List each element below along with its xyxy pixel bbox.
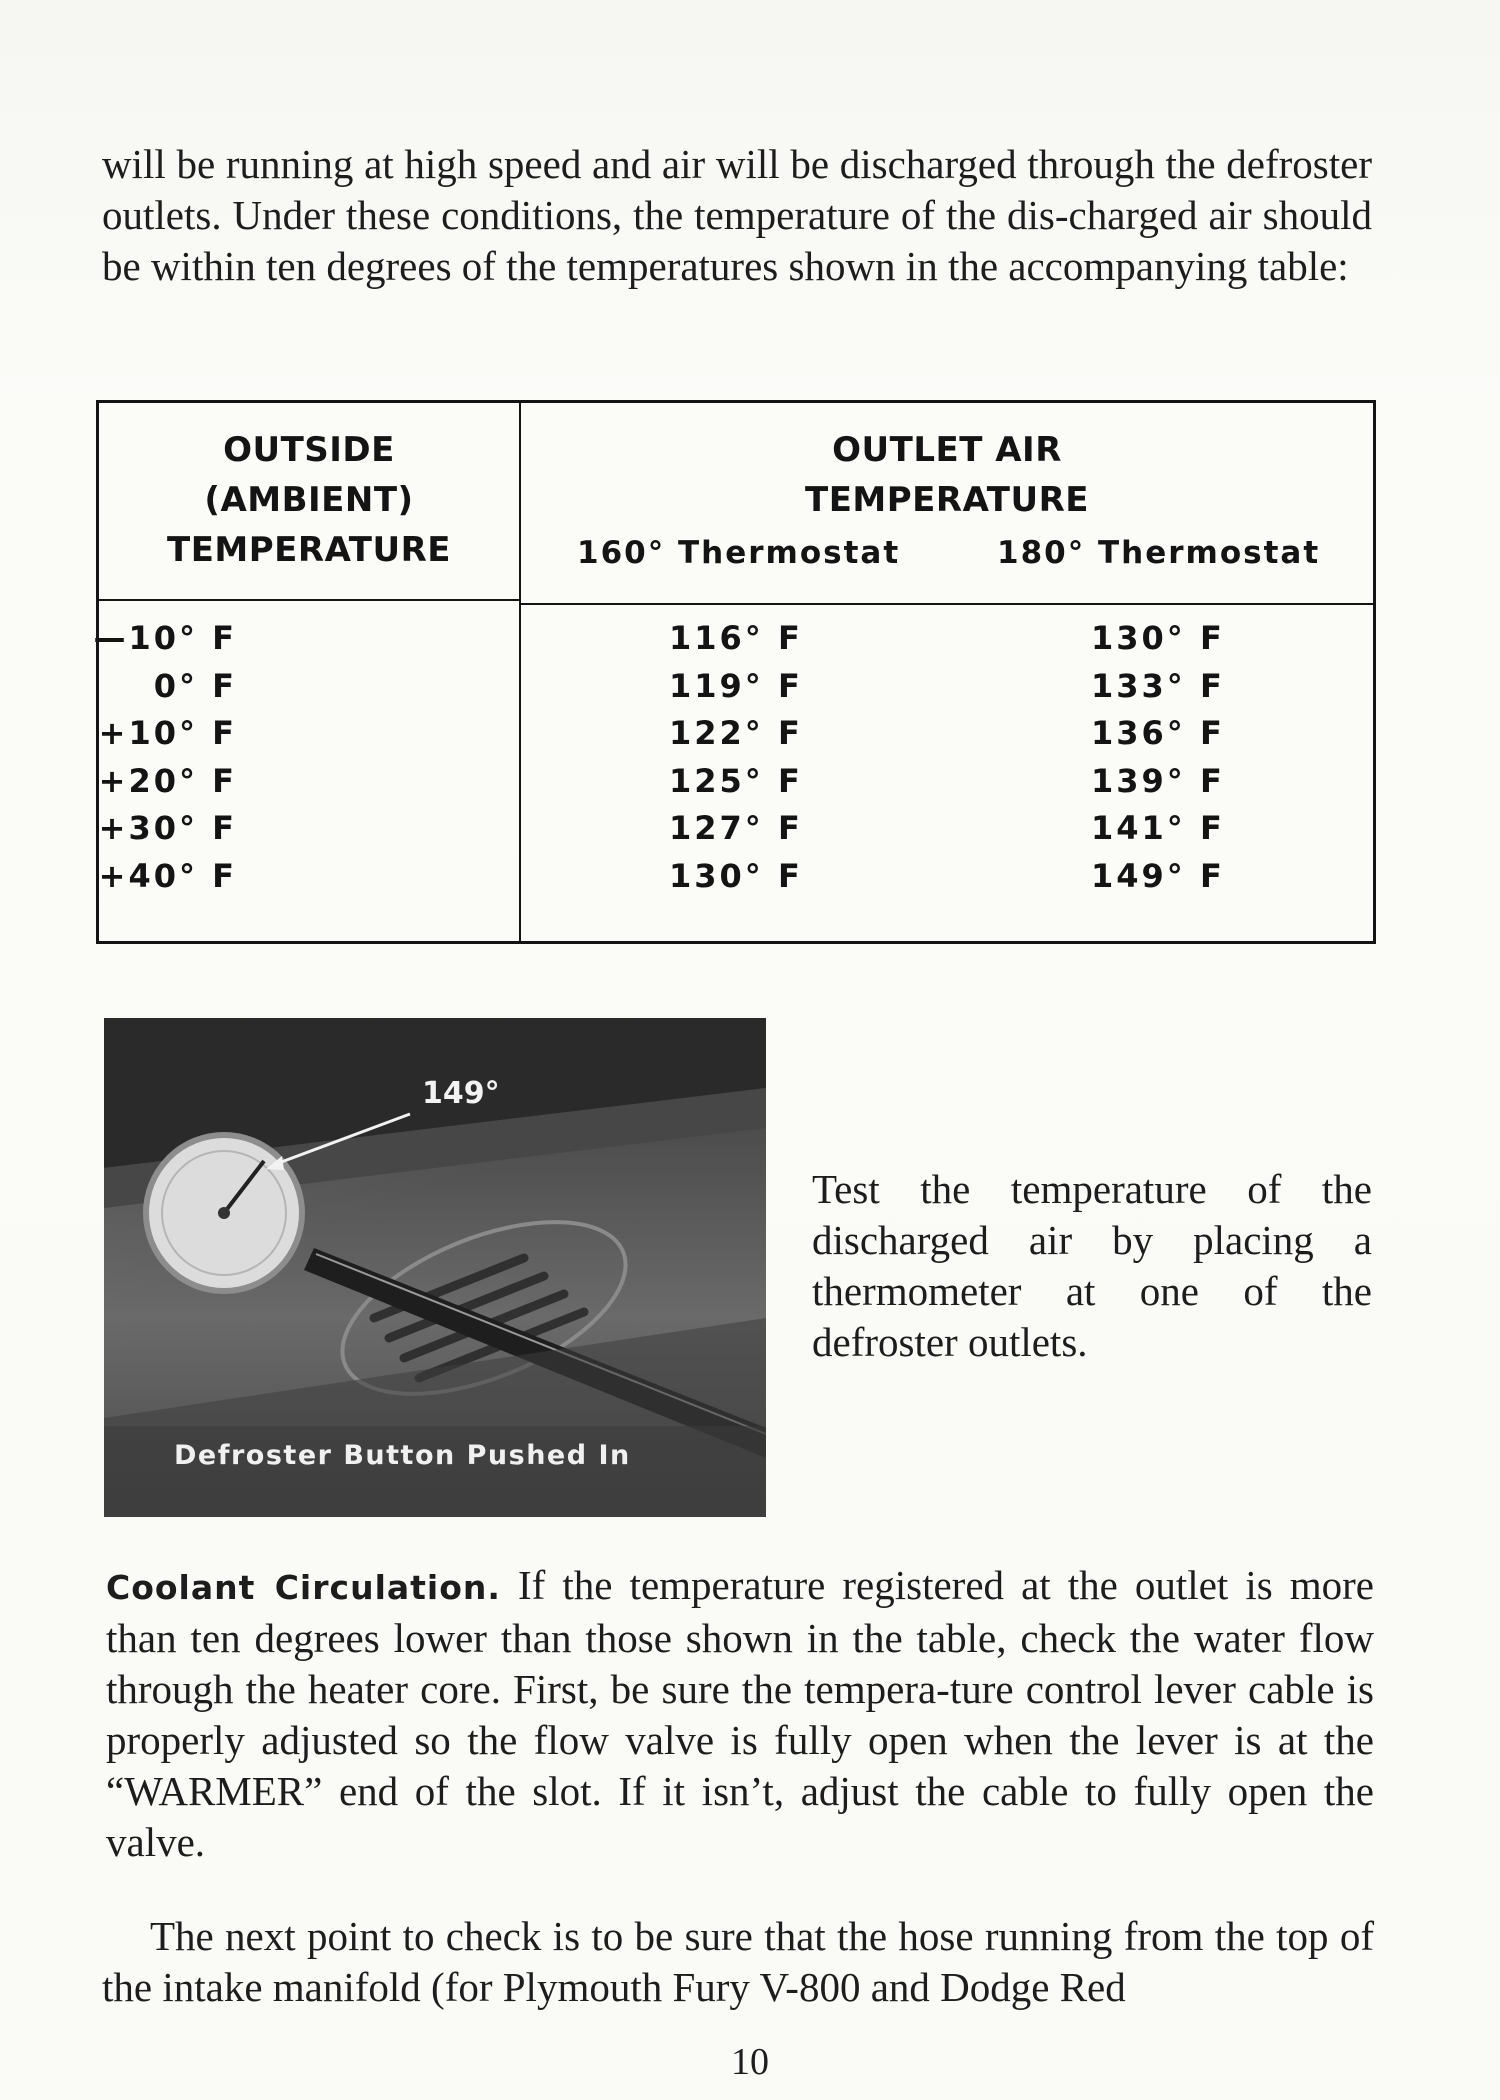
coolant-paragraph [106, 1560, 1374, 1868]
temperature-callout: 149° [422, 1076, 500, 1111]
table-cell: 130° F [1091, 619, 1225, 657]
table-cell: 133° F [1091, 666, 1225, 705]
header-line: (AMBIENT) [204, 480, 414, 520]
photo-caption: Defroster Button Pushed In [174, 1440, 631, 1471]
table-rule [99, 599, 519, 601]
table-cell: 149° F [1091, 856, 1225, 895]
next-paragraph: The next point to check is to be sure that the hose running from the top of the intake manifold (for Plymouth Fury V-800 and Dodge Red [102, 1913, 1374, 2010]
coolant-heading: Coolant Circulation. [106, 1568, 501, 1607]
table-cell: +30° F [98, 809, 237, 847]
thermostat-160-header: 160° Thermostat [577, 535, 901, 571]
table-cell: 125° F [669, 761, 803, 800]
table-cell: 127° F [669, 809, 803, 847]
side-paragraph: Test the temperature of the discharged air by placing a thermometer at one of the defroster outlets. [812, 1166, 1372, 1365]
table-cell: 141° F [1091, 809, 1225, 847]
table-cell: 119° F [669, 666, 803, 705]
thermostat-180-column [1091, 615, 1225, 900]
thermostat-160-column [669, 615, 803, 900]
outside-temp-header [99, 425, 519, 575]
header-line: TEMPERATURE [805, 480, 1089, 520]
header-line: OUTSIDE [223, 430, 395, 470]
table-cell: +10° F [98, 714, 237, 752]
temperature-table [93, 400, 1376, 944]
table-cell: 122° F [669, 714, 803, 752]
thermostat-180-header: 180° Thermostat [997, 535, 1321, 571]
intro-paragraph: will be running at high speed and air will be discharged through the defroster outlets. Under these conditions, the temperature of the dis-charged air should be within ten degrees of the temperatures shown in the accompanying table: [102, 141, 1372, 289]
table-cell: 130° F [669, 856, 803, 895]
header-line: TEMPERATURE [167, 530, 451, 570]
table-cell: 116° F [669, 619, 803, 657]
table-rule [521, 603, 1373, 605]
table-cell: 136° F [1091, 714, 1225, 752]
table-cell: 0° F [153, 666, 237, 705]
coolant-text: If the temperature registered at the outlet is more than ten degrees lower than those shown in the table, check the water flow through the heater core. First, be sure the tempera-ture control lever cable is properly adjusted so the flow valve is fully open when the lever is at the “WARMER” end of the slot. If it isn’t, adjust the cable to fully open the valve. [106, 1562, 1374, 1865]
header-line: OUTLET AIR [832, 430, 1062, 470]
table-cell: +20° F [98, 761, 237, 800]
page-number: 10 [731, 2041, 769, 2083]
table-cell: 139° F [1091, 761, 1225, 800]
table-cell: +40° F [98, 856, 237, 895]
table-cell: —10° F [93, 619, 237, 657]
defroster-photo [104, 1018, 766, 1517]
outlet-air-header [521, 425, 1373, 525]
outside-temp-column [93, 615, 237, 900]
